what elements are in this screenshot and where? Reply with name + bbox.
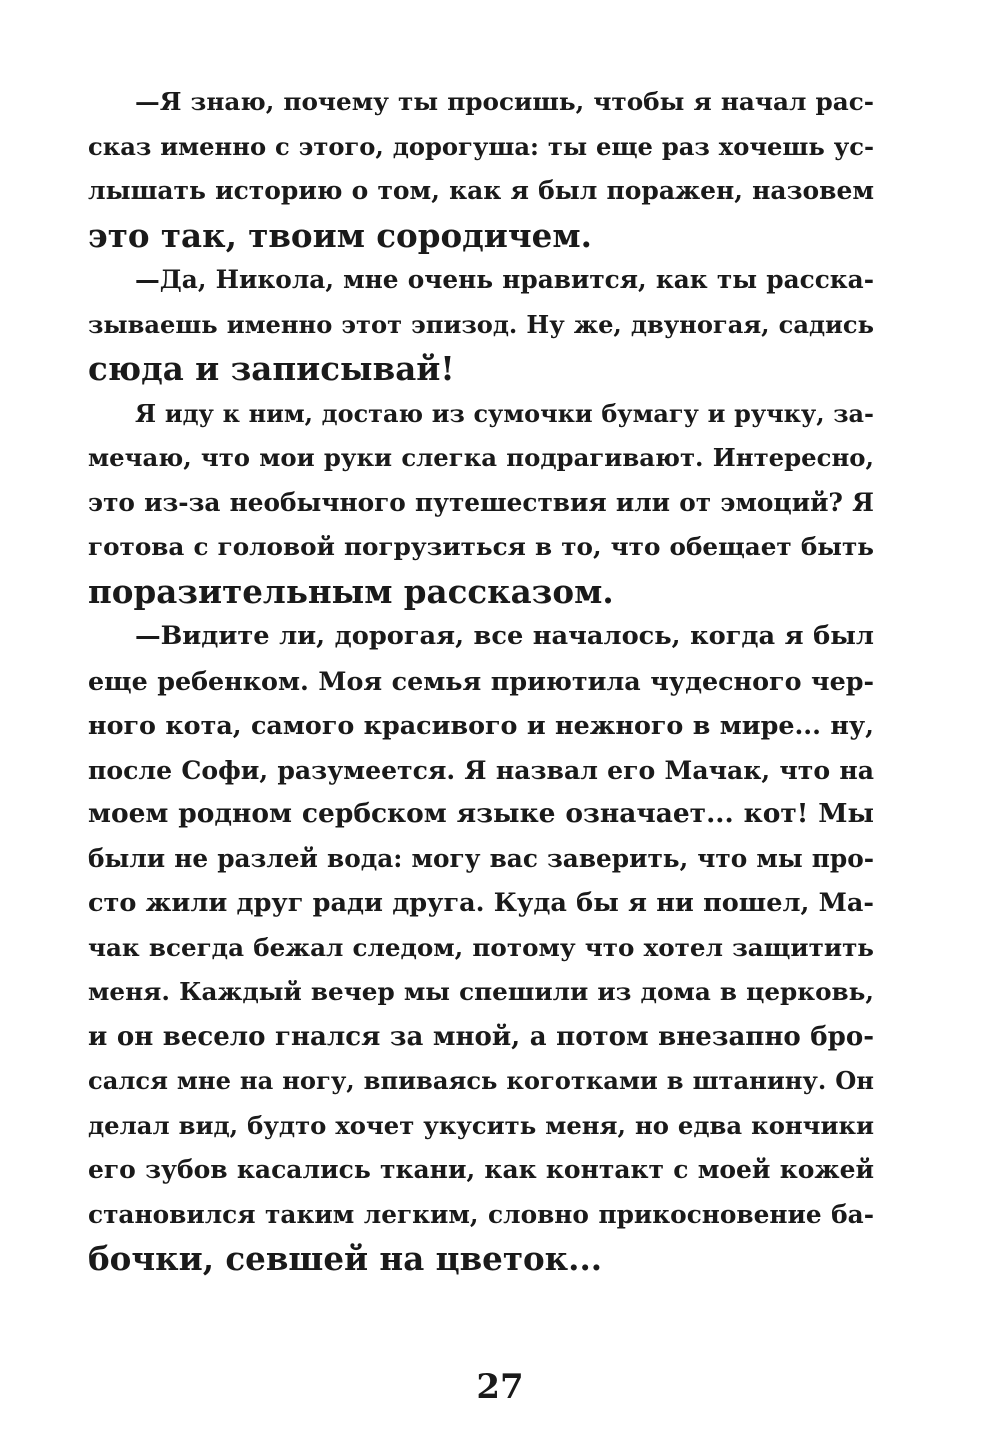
- text-line: —Я знаю, почему ты просишь, чтобы я начал рас-: [135, 87, 874, 116]
- text-line: его зубов касались ткани, как контакт с моей кожей: [88, 1155, 874, 1184]
- text-line: Я иду к ним, достаю из сумочки бумагу и ручку, за-: [135, 399, 874, 428]
- text-line: становился таким легким, словно прикосновение ба-: [88, 1199, 874, 1229]
- text-line: —Видите ли, дорогая, все началось, когда я был: [135, 621, 874, 651]
- text-line: мечаю, что мои руки слегка подрагивают. Интересно,: [88, 443, 874, 472]
- text-line: бочки, севшей на цветок...: [88, 1239, 603, 1278]
- text-line: сказ именно с этого, дорогуша: ты еще раз хочешь ус-: [88, 131, 874, 161]
- paragraph-3: [88, 392, 874, 615]
- text-line: сался мне на ногу, впиваясь коготками в штанину. Он: [88, 1066, 874, 1095]
- page-body-text: [88, 80, 874, 1282]
- paragraph-1: [88, 80, 874, 258]
- text-line: и он весело гнался за мной, а потом внезапно бро-: [88, 1021, 874, 1052]
- text-line: —Да, Никола, мне очень нравится, как ты расска-: [135, 265, 874, 294]
- paragraph-4: [88, 614, 874, 1282]
- text-line: моем родном сербском языке означает... кот! Мы: [88, 798, 874, 829]
- text-line: это из-за необычного путешествия или от эмоций? Я: [88, 487, 874, 517]
- text-line: меня. Каждый вечер мы спешили из дома в церковь,: [88, 977, 874, 1006]
- text-line: лышать историю о том, как я был поражен, назовем: [88, 176, 874, 205]
- text-line: сюда и записывай!: [88, 349, 455, 388]
- text-line: после Софи, разумеется. Я назвал его Мачак, что на: [88, 754, 874, 785]
- text-line: зываешь именно этот эпизод. Ну же, двуногая, садись: [88, 309, 874, 339]
- text-line: это так, твоим сородичем.: [88, 215, 592, 255]
- paragraph-2: [88, 258, 874, 392]
- text-line: были не разлей вода: могу вас заверить, что мы про-: [88, 843, 874, 873]
- text-line: делал вид, будто хочет укусить меня, но едва кончики: [88, 1110, 874, 1140]
- text-line: ного кота, самого красивого и нежного в мире... ну,: [88, 710, 874, 740]
- text-line: готова с головой погрузиться в то, что обещает быть: [88, 532, 874, 561]
- text-line: еще ребенком. Моя семья приютила чудесного чер-: [88, 665, 874, 696]
- page-number: 27: [476, 1367, 524, 1407]
- text-line: сто жили друг ради друга. Куда бы я ни пошел, Ма-: [88, 888, 874, 918]
- text-line: поразительным рассказом.: [88, 571, 614, 611]
- text-line: чак всегда бежал следом, потому что хотел защитить: [88, 932, 874, 962]
